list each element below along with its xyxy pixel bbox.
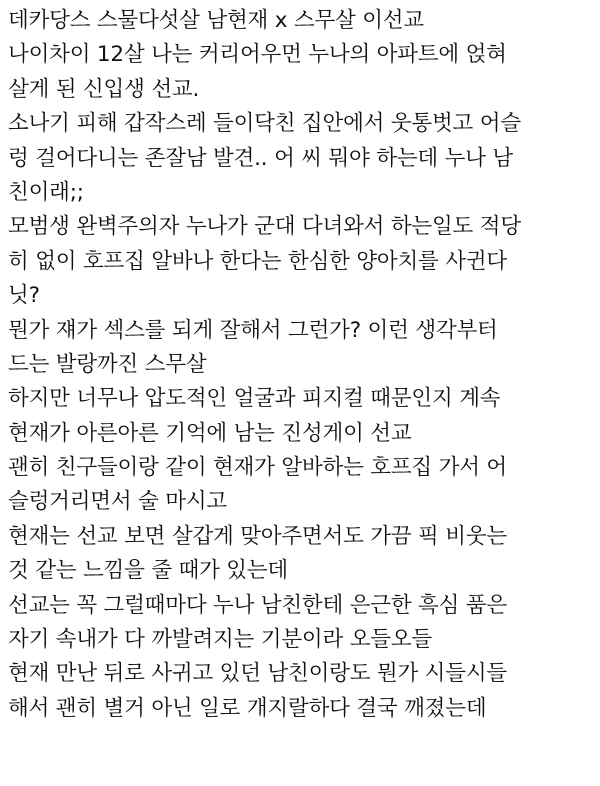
- text-line: 히 없이 호프집 알바나 한다는 한심한 양아치를 사귄다: [8, 248, 507, 274]
- post-body: [8, 4, 592, 726]
- text-line: 뭔가 쟤가 섹스를 되게 잘해서 그런가? 이런 생각부터: [8, 317, 498, 343]
- text-line: 현재가 아른아른 기억에 남는 진성게이 선교: [8, 420, 412, 446]
- text-line: 렁 걸어다니는 존잘남 발견.. 어 씨 뭐야 하는데 누나 남: [8, 145, 513, 171]
- text-line: 데카당스 스물다섯살 남현재 x 스무살 이선교: [8, 8, 424, 33]
- text-line: 드는 발랑까진 스무살: [8, 351, 207, 377]
- text-line: 살게 된 신입생 선교.: [8, 76, 200, 102]
- text-line: 괜히 친구들이랑 같이 현재가 알바하는 호프집 가서 어: [8, 455, 507, 481]
- text-line: 모범생 완벽주의자 누나가 군대 다녀와서 하는일도 적당: [8, 214, 521, 240]
- text-line: 나이차이 12살 나는 커리어우먼 누나의 아파트에 얹혀: [8, 42, 507, 68]
- text-line: 것 같는 느낌을 줄 때가 있는데: [8, 558, 289, 584]
- text-line: 자기 속내가 다 까발려지는 기분이라 오들오들: [8, 627, 432, 653]
- text-line: 소나기 피해 갑작스레 들이닥친 집안에서 웃통벗고 어슬: [8, 111, 521, 137]
- text-line: 현재는 선교 보면 살갑게 맞아주면서도 가끔 픽 비웃는: [8, 523, 507, 549]
- text-line: 하지만 너무나 압도적인 얼굴과 피지컬 때문인지 계속: [8, 386, 501, 412]
- text-line: 현재 만난 뒤로 사귀고 있던 남친이랑도 뭔가 시들시들: [8, 661, 507, 687]
- text-line: 해서 괜히 별거 아닌 일로 개지랄하다 결국 깨졌는데: [8, 695, 487, 721]
- text-line: 선교는 꼭 그럴때마다 누나 남친한테 은근한 흑심 품은: [8, 592, 507, 618]
- text-line: 슬렁거리면서 술 마시고: [8, 489, 227, 515]
- text-line: 닛?: [8, 283, 40, 309]
- text-line: 친이래;;: [8, 179, 84, 205]
